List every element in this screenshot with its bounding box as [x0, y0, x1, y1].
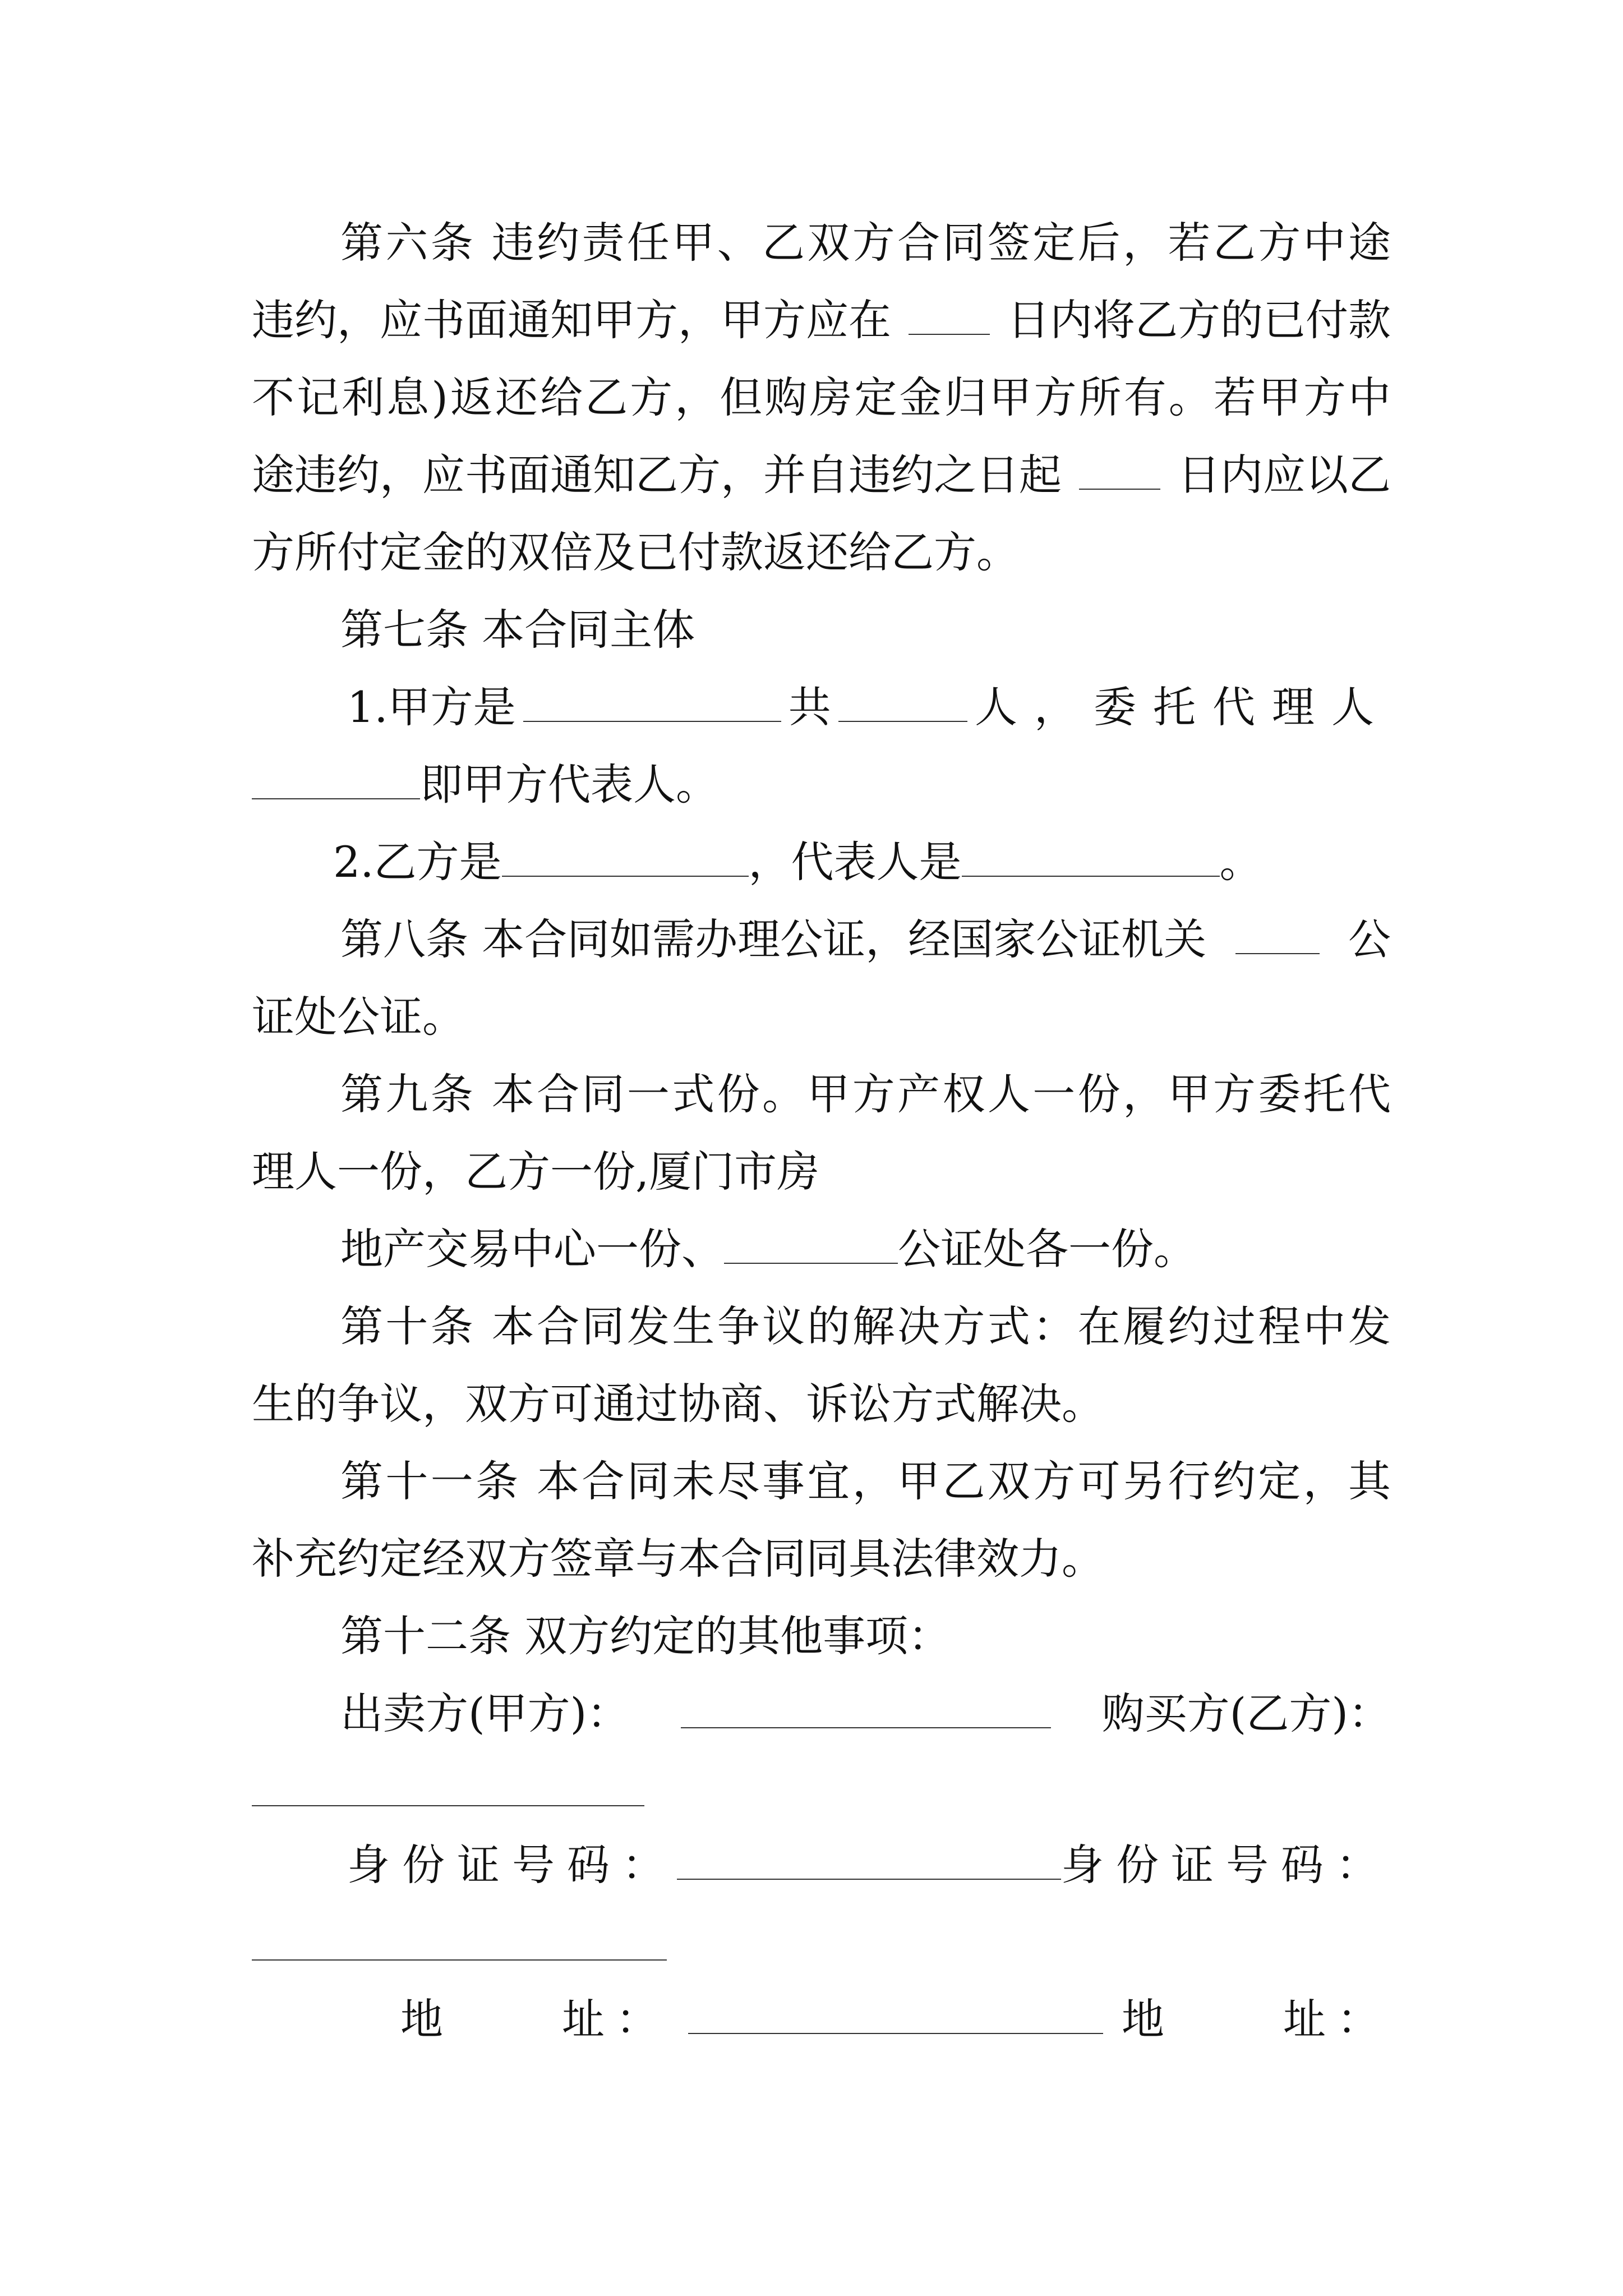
article7-title: 第七条 本合同主体 [340, 605, 695, 655]
article10-line2: 生的争议，双方可通过协商、诉讼方式解决。 [252, 1379, 1104, 1429]
article6-line4 [252, 444, 1391, 506]
article7-item1-part-b: 共 [788, 682, 831, 732]
seller-label: 出卖方(甲方)： [340, 1688, 630, 1738]
buyer-signature-line [252, 1805, 644, 1806]
agent-name-blank [252, 765, 420, 799]
seller-id-label: 身份证号码： [347, 1840, 677, 1890]
id-number-row [252, 1834, 1391, 1896]
article6-line4-part-b: 日内应以乙 [1178, 450, 1391, 500]
seller-count-blank [838, 687, 967, 722]
seller-id-blank [677, 1845, 1061, 1880]
notary-office-blank [1235, 919, 1320, 954]
article7-item1-part-d: 即甲方代表人。 [420, 760, 718, 809]
buyer-rep-blank [962, 842, 1220, 877]
article7-item2-part-b: ，代表人是 [748, 837, 962, 887]
article10-line1: 第十条 本合同发生争议的解决方式：在履约过程中发 [340, 1301, 1391, 1351]
address-row [252, 1989, 1391, 2050]
article9-line1: 第九条 本合同一式份。甲方产权人一份，甲方委托代 [340, 1069, 1391, 1119]
article6-line4-part-a: 途违约，应书面通知乙方，并自违约之日起 [252, 450, 1062, 500]
buyer-label: 购买方(乙方)： [1101, 1688, 1391, 1738]
article8-line1-part-a: 第八条 本合同如需办理公证，经国家公证机关 [340, 914, 1207, 964]
article7-item2 [252, 831, 1391, 893]
article8-line2: 证处公证。 [252, 992, 465, 1042]
buyer-address-label: 地 址： [1122, 1994, 1391, 2044]
article6-line3: 不记利息)返还给乙方，但购房定金归甲方所有。若甲方中 [252, 372, 1391, 422]
article6-line5: 方所付定金的双倍及已付款返还给乙方。 [252, 527, 1019, 577]
buyer-name-blank [502, 842, 749, 877]
article9-line3-part-b: 公证处各一份。 [898, 1224, 1196, 1274]
days-blank-2 [1079, 455, 1160, 490]
article6-line2-part-b: 日内将乙方的已付款 [1007, 295, 1391, 345]
article7-item1-part-a: 1.甲方是 [347, 682, 516, 732]
article7-item1 [252, 677, 1391, 738]
article9-line3 [252, 1218, 1391, 1280]
seller-address-blank [688, 1999, 1103, 2034]
article6-line2 [252, 289, 1391, 351]
seller-name-blank [523, 687, 781, 722]
buyer-id-label: 身份证号码： [1061, 1840, 1391, 1890]
seller-address-label: 地 址： [400, 1994, 670, 2044]
article9-line3-part-a: 地产交易中心一份、 [340, 1224, 724, 1274]
article11-line1: 第十一条 本合同未尽事宜，甲乙双方可另行约定，其 [340, 1456, 1391, 1506]
article8-line1 [252, 909, 1391, 970]
article9-line2: 理人一份，乙方一份,厦门市房 [252, 1147, 820, 1197]
party-names-row [252, 1683, 1391, 1745]
article6-line1: 第六条 违约责任甲、乙双方合同签定后，若乙方中途 [340, 218, 1391, 268]
article7-item1-part-c: 人，委托代理人 [974, 682, 1391, 732]
article7-item1-cont [252, 754, 1391, 816]
seller-signature-blank [681, 1694, 1051, 1728]
article8-line1-part-b: 公 [1348, 914, 1391, 964]
buyer-id-line [252, 1959, 667, 1961]
days-blank-1 [909, 300, 990, 335]
article12-title: 第十二条 双方约定的其他事项： [340, 1611, 951, 1661]
article7-item2-part-c: 。 [1219, 837, 1262, 887]
notary-office-blank-2 [724, 1229, 898, 1264]
article11-line2: 补充约定经双方签章与本合同同具法律效力。 [252, 1534, 1104, 1584]
article6-line2-part-a: 违约，应书面通知甲方，甲方应在 [252, 295, 891, 345]
article7-item2-part-a: 2.乙方是 [333, 837, 502, 887]
